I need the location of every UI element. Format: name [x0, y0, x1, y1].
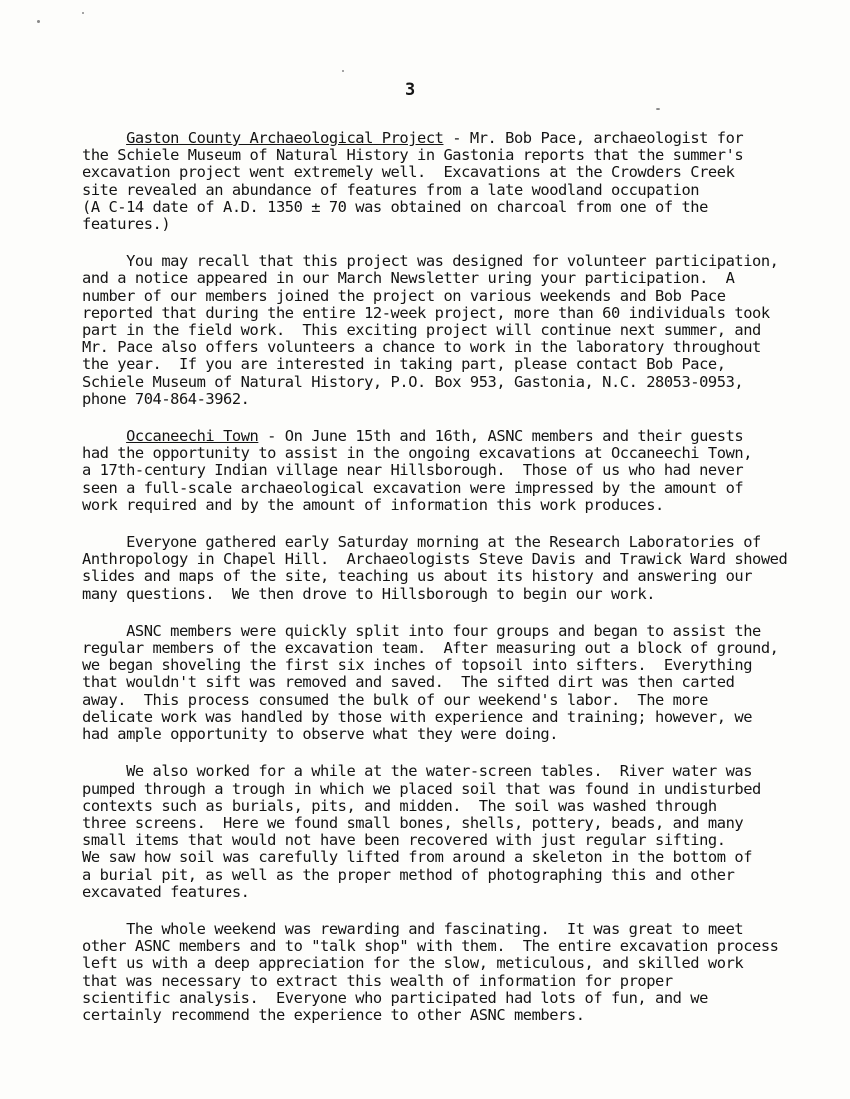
paragraph	[82, 130, 762, 233]
text-line	[82, 534, 762, 551]
paragraph	[82, 252, 779, 408]
text-line	[82, 955, 762, 972]
section-heading: Occaneechi Town	[126, 427, 259, 446]
line-text: features.)	[82, 215, 171, 234]
indent	[82, 622, 126, 640]
indent	[82, 427, 126, 445]
paragraph	[82, 533, 788, 603]
line-text: - Mr. Bob Pace, archaeologist for	[443, 129, 744, 147]
line-text: We also worked for a while at the water-screen tables. River water was	[126, 762, 753, 781]
text-line	[82, 990, 762, 1007]
text-line	[82, 182, 762, 199]
paragraph	[82, 621, 779, 744]
text-line	[82, 199, 762, 216]
text-line	[82, 568, 762, 585]
indent	[82, 533, 126, 551]
text-line	[82, 252, 779, 271]
line-text: excavated features.	[82, 882, 250, 901]
text-line	[82, 1007, 762, 1024]
text-line	[82, 973, 762, 990]
text-line	[82, 356, 762, 373]
text-line	[82, 867, 762, 884]
page-number: 3	[405, 80, 416, 100]
paragraph	[82, 763, 762, 901]
line-text: we began shoveling the first six inches of topsoil into sifters. Everything	[82, 656, 753, 675]
scan-speck	[37, 20, 40, 23]
line-text: other ASNC members and to "talk shop" with them. The entire excavation process	[82, 937, 779, 956]
line-text: phone 704-864-3962.	[82, 389, 250, 408]
indent	[82, 129, 126, 147]
line-text: seen a full-scale archaeological excavation were impressed by the amount of	[82, 478, 744, 497]
text-line	[82, 497, 762, 514]
line-text: excavation project went extremely well. Excavations at the Crowders Creek	[82, 163, 735, 182]
text-line	[82, 130, 762, 147]
paragraph	[82, 428, 762, 514]
line-text: small items that would not have been recovered with just regular sifting.	[82, 831, 726, 850]
scan-speck	[82, 12, 84, 14]
line-text: (A C-14 date of A.D. 1350 ± 70 was obtained on charcoal from one of the	[82, 197, 708, 216]
paragraph	[82, 919, 779, 1024]
text-line	[82, 288, 762, 305]
line-text: regular members of the excavation team. After measuring out a block of ground,	[82, 639, 779, 658]
text-line	[82, 921, 762, 938]
text-line	[82, 815, 762, 832]
line-text: away. This process consumed the bulk of our weekend's labor. The more	[82, 690, 708, 709]
line-text: contexts such as burials, pits, and midden. The soil was washed through	[82, 796, 717, 815]
text-line	[82, 391, 762, 408]
text-line	[82, 164, 762, 181]
text-line	[82, 798, 762, 815]
line-text: part in the field work. This exciting project will continue next summer, and	[82, 321, 761, 340]
line-text: delicate work was handled by those with experience and training; however, we	[82, 707, 753, 726]
line-text: that was necessary to extract this wealth of information for proper	[82, 971, 673, 990]
line-text: three screens. Here we found small bones, shells, pottery, beads, and many	[82, 813, 744, 832]
line-text: scientific analysis. Everyone who participated had lots of fun, and we	[82, 988, 708, 1007]
text-line	[82, 270, 762, 287]
text-line	[82, 709, 762, 726]
text-line	[82, 480, 762, 497]
line-text: a 17th-century Indian village near Hillsborough. Those of us who had never	[82, 461, 744, 480]
line-text: We saw how soil was carefully lifted from around a skeleton in the bottom of	[82, 848, 753, 867]
text-line	[82, 781, 762, 798]
line-text: Anthropology in Chapel Hill. Archaeologists Steve Davis and Trawick Ward showed	[82, 550, 788, 569]
text-line	[82, 692, 762, 709]
text-line	[82, 657, 762, 674]
line-text: that wouldn't sift was removed and saved. The sifted dirt was then carted	[82, 673, 735, 692]
indent	[82, 252, 126, 270]
line-text: left us with a deep appreciation for the slow, meticulous, and skilled work	[82, 954, 744, 973]
text-line	[82, 623, 762, 640]
line-text: had the opportunity to assist in the ongoing excavations at Occaneechi Town,	[82, 444, 753, 463]
indent	[82, 762, 126, 780]
text-line	[82, 937, 779, 956]
text-line	[82, 428, 762, 445]
text-line	[82, 550, 788, 569]
line-text: and a notice appeared in our March Newsletter uring your participation. A	[82, 269, 735, 288]
line-text: slides and maps of the site, teaching us about its history and answering our	[82, 567, 753, 586]
document-body	[82, 129, 788, 1044]
line-text: Schiele Museum of Natural History, P.O. Box 953, Gastonia, N.C. 28053-0953,	[82, 372, 744, 391]
text-line	[82, 639, 779, 658]
text-line	[82, 674, 762, 691]
text-line	[82, 339, 762, 356]
text-line	[82, 216, 762, 233]
line-text: You may recall that this project was designed for volunteer participation,	[126, 252, 779, 271]
text-line	[82, 586, 762, 603]
scan-speck	[342, 70, 344, 72]
text-line	[82, 322, 762, 339]
line-text: many questions. We then drove to Hillsborough to begin our work.	[82, 584, 656, 603]
line-text: the Schiele Museum of Natural History in Gastonia reports that the summer's	[82, 146, 744, 165]
line-text: the year. If you are interested in taking part, please contact Bob Pace,	[82, 355, 726, 374]
line-text: Everyone gathered early Saturday morning at the Research Laboratories of	[126, 533, 761, 552]
text-line	[82, 832, 762, 849]
text-line	[82, 763, 762, 780]
line-text: site revealed an abundance of features from a late woodland occupation	[82, 180, 700, 199]
text-line	[82, 462, 762, 479]
line-text: pumped through a trough in which we placed soil that was found in undisturbed	[82, 779, 761, 798]
scan-speck	[656, 108, 660, 110]
line-text: - On June 15th and 16th, ASNC members and their guests	[258, 427, 744, 446]
section-heading: Gaston County Archaeological Project	[126, 129, 444, 147]
text-line	[82, 445, 762, 462]
line-text: work required and by the amount of information this work produces.	[82, 495, 664, 514]
line-text: reported that during the entire 12-week project, more than 60 individuals took	[82, 303, 770, 322]
text-line	[82, 884, 762, 901]
text-line	[82, 147, 762, 164]
indent	[82, 920, 126, 938]
line-text: certainly recommend the experience to other ASNC members.	[82, 1005, 585, 1024]
text-line	[82, 849, 762, 866]
line-text: Mr. Pace also offers volunteers a chance to work in the laboratory throughout	[82, 338, 761, 357]
line-text: The whole weekend was rewarding and fascinating. It was great to meet	[126, 919, 744, 938]
text-line	[82, 303, 770, 322]
line-text: a burial pit, as well as the proper method of photographing this and other	[82, 865, 735, 884]
line-text: had ample opportunity to observe what they were doing.	[82, 725, 559, 744]
text-line	[82, 726, 762, 743]
text-line	[82, 374, 762, 391]
line-text: number of our members joined the project on various weekends and Bob Pace	[82, 286, 726, 305]
line-text: ASNC members were quickly split into four groups and began to assist the	[126, 621, 761, 640]
